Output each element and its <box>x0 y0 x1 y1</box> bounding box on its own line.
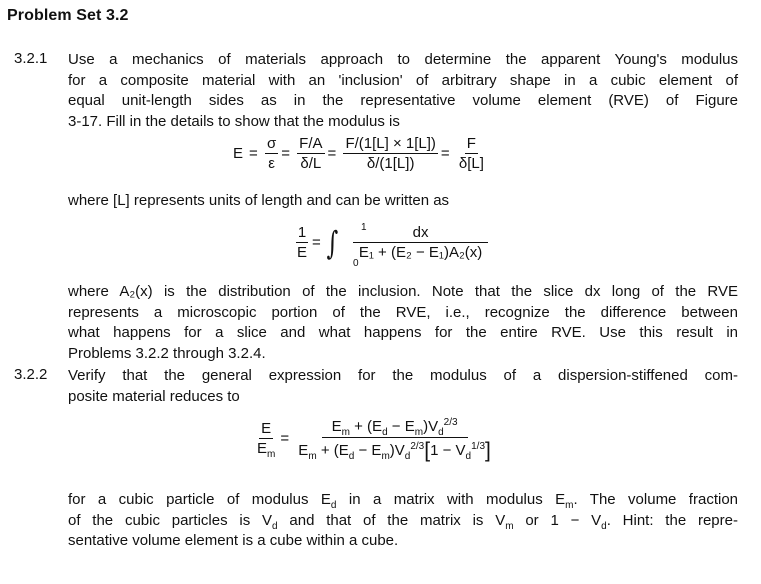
eq1-frac-result <box>457 135 486 172</box>
integral-sign: ∫ <box>326 223 338 262</box>
equation-modulus: E = $\frac{\sigma}{\varepsilon}$ = $\frac{F/A}{\delta/L}$ = $\frac{F/(1[L] \times 1[L])}{\delta/(1[L])}$ = $\frac{F}{\delta[L]}$ <box>230 135 486 172</box>
equation-integral: $\frac{1}{E}$ = ∫ 1 0 $\frac{dx}{\text{E₁ + (E₂ − E₁)A₂(x)}}$ <box>295 224 535 274</box>
text-line: sentative volume element is a cube within a cube. <box>68 532 399 549</box>
text-line: Verify that the general expression for the modulus of a dispersion-stiffened com- <box>68 367 738 384</box>
problem-number-3-2-1: 3.2.1 <box>14 50 48 67</box>
eq1-frac-stress-strain <box>265 135 278 172</box>
eq2-lhs-fraction <box>295 224 309 261</box>
text-line: of the cubic particles is $V_d$ and that of the matrix is $V_m$ or $1 - V_d$. Hint: the repre- <box>68 511 738 532</box>
text-line: where A₂(x) is the distribution of the inclusion. Note that the slice dx long of the RVE <box>68 283 738 300</box>
eq1-frac-force-area <box>297 135 324 172</box>
fraction-numerator: F/A <box>299 135 323 152</box>
integral-lower-limit: 0 <box>353 258 359 269</box>
text-line: Problems 3.2.2 through 3.2.4. <box>68 344 266 362</box>
text-line: what happens for a slice and what happens for the entire RVE. Use this result in <box>68 324 738 341</box>
eq2-integrand <box>353 224 489 261</box>
text-line: for a cubic particle of modulus $E_d$ in a matrix with modulus $E_m$. The volume fraction <box>68 491 738 511</box>
problem-3-2-2-intro <box>68 366 738 407</box>
fraction-numerator: 1 <box>297 224 307 241</box>
fraction-denominator: E <box>297 244 308 261</box>
text-line: posite material reduces to <box>68 387 240 405</box>
eq3-rhs-fraction <box>296 417 493 462</box>
fraction-denominator: $E_m$ <box>257 440 276 460</box>
fraction-denominator: E₁ + (E₂ − E₁)A₂(x) <box>358 244 483 261</box>
fraction-numerator: F <box>466 135 476 152</box>
fraction-numerator: F/(1[L] × 1[L]) <box>345 135 436 152</box>
problem-3-2-2-after <box>68 490 738 552</box>
problem-3-2-1-intro <box>68 50 738 132</box>
text-line: Use a mechanics of materials approach to determine the apparent Young's modulus <box>68 51 738 68</box>
eq1-frac-unit-lengths <box>343 135 437 172</box>
problem-3-2-1-after <box>68 282 738 364</box>
fraction-denominator: δ/L <box>300 155 322 172</box>
problem-number-3-2-2: 3.2.2 <box>14 366 48 383</box>
problem-3-2-1-between <box>68 191 738 212</box>
fraction-denominator: $E_m + (E_d - E_m)V_d^{2/3}[1 - V_d^{1/3}]$ <box>298 439 491 462</box>
text-line: where [L] represents units of length and can be written as <box>68 192 450 209</box>
fraction-denominator: δ[L] <box>458 155 484 172</box>
fraction-numerator: $E_m + (E_d - E_m)V_d^{2/3}$ <box>322 418 468 438</box>
eq1-lhs: E <box>233 145 244 162</box>
text-line: equal unit-length sides as in the representative volume element (RVE) of Figure <box>68 92 738 109</box>
text-line: 3-17. Fill in the details to show that the modulus is <box>68 112 400 130</box>
text-line: for a composite material with an 'inclusion' of arbitrary shape in a cubic element of <box>68 71 738 89</box>
fraction-numerator: dx <box>353 224 489 243</box>
fraction-denominator: δ/(1[L]) <box>366 155 415 172</box>
fraction-numerator: σ <box>266 135 277 152</box>
fraction-numerator: E <box>261 420 272 437</box>
text-line: represents a microscopic portion of the RVE, i.e., recognize the difference between <box>68 303 738 321</box>
fraction-denominator: ε <box>268 155 275 172</box>
equation-dispersion-modulus: $\frac{E}{E_m}$ = $\frac{E_m + (E_d - E_m)V_d^{2/3}}{E_m + (E_d - E_m)V_d^{2/3}[1 - V_d^{1/3}]}$ <box>257 417 491 462</box>
integral-upper-limit: 1 <box>361 222 367 233</box>
eq3-lhs-fraction <box>255 420 277 460</box>
problem-set-heading: Problem Set 3.2 <box>7 7 129 24</box>
